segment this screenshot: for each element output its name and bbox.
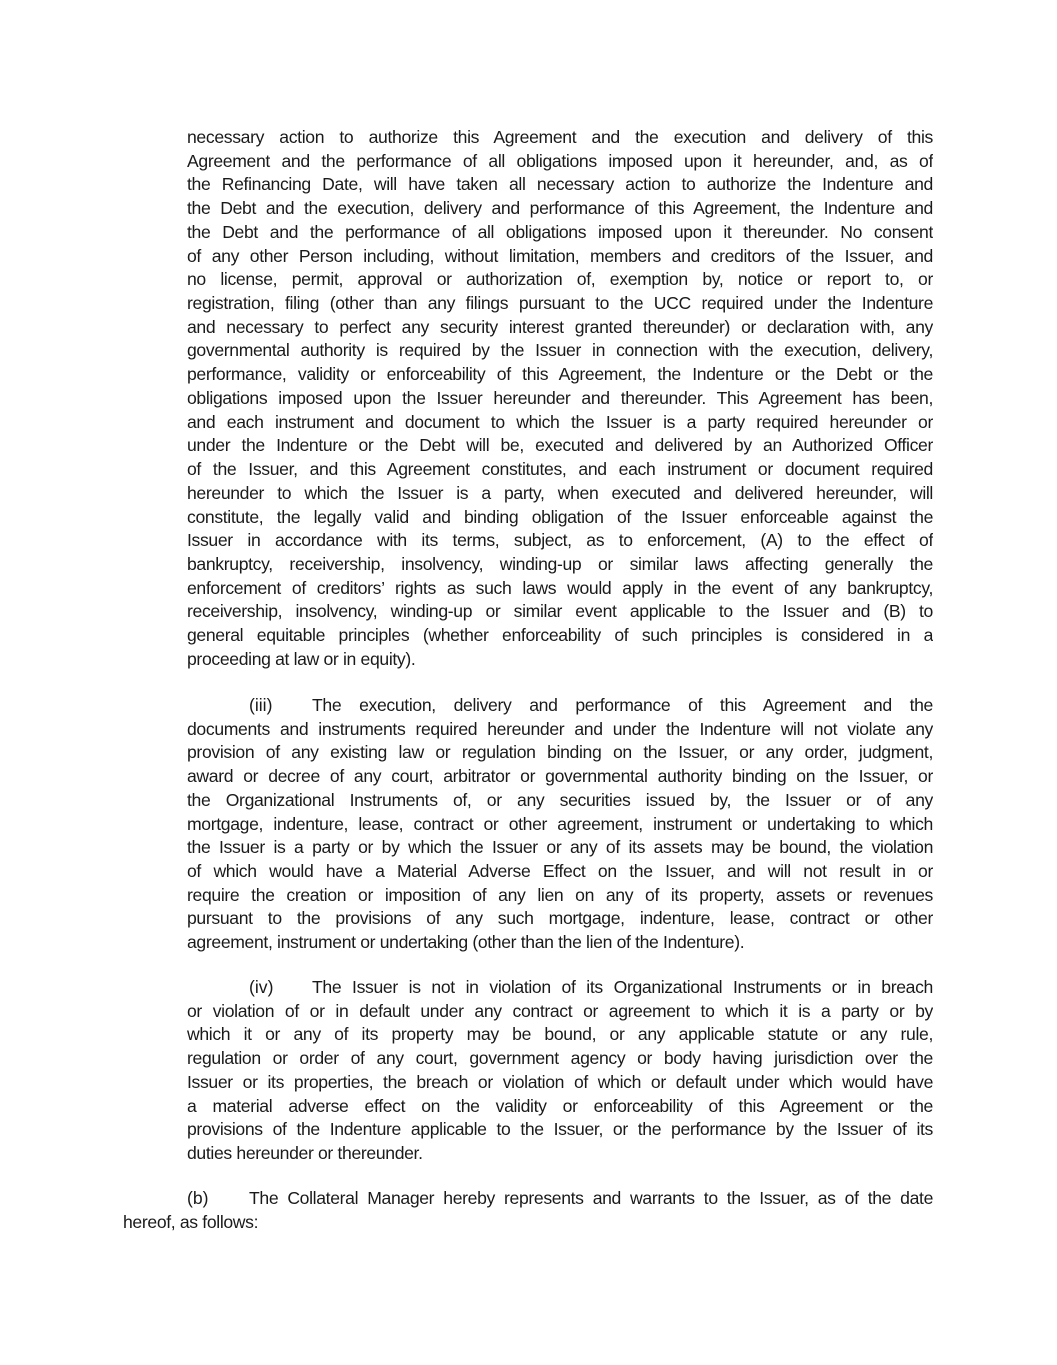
text-line: of which would have a Material Adverse Effect on the Issuer, and will not result in or — [187, 861, 933, 882]
text-line: a material adverse effect on the validity or enforceability of this Agreement or the — [187, 1095, 933, 1116]
text-line: The execution, delivery and performance of this Agreement and the — [312, 695, 933, 715]
text-line: or violation of or in default under any contract or agreement to which it is a party or by — [187, 1000, 933, 1021]
text-line: Agreement and the performance of all obligations imposed upon it hereunder, and, as of — [187, 150, 933, 171]
text-line: provision of any existing law or regulation binding on the Issuer, or any order, judgment, — [187, 742, 933, 763]
text-line: documents and instruments required hereunder and under the Indenture will not violate any — [187, 718, 933, 739]
text-line: The Collateral Manager hereby represents and warrants to the Issuer, as of the date — [249, 1188, 933, 1208]
text-line: duties hereunder or thereunder. — [187, 1143, 423, 1164]
text-line: general equitable principles (whether enforceability of such principles is considered in a — [187, 625, 933, 646]
text-line: constitute, the legally valid and binding obligation of the Issuer enforceable against the — [187, 506, 933, 527]
text-line: and necessary to perfect any security interest granted thereunder) or declaration with, any — [187, 316, 933, 337]
text-line: performance, validity or enforceability of this Agreement, the Indenture or the Debt or the — [187, 364, 933, 385]
clause-marker: (iii) — [249, 695, 273, 715]
text-line: bankruptcy, receivership, insolvency, winding-up or similar laws affecting generally the — [187, 553, 933, 574]
text-line: under the Indenture or the Debt will be, executed and delivered by an Authorized Officer — [187, 435, 933, 456]
text-line: the Issuer is a party or by which the Issuer or any of its assets may be bound, the violation — [187, 837, 933, 858]
text-line: the Debt and the execution, delivery and performance of this Agreement, the Indenture and — [187, 198, 933, 219]
text-line: registration, filing (other than any filings pursuant to the UCC required under the Indenture — [187, 293, 933, 314]
text-line: provisions of the Indenture applicable to the Issuer, or the performance by the Issuer of its — [187, 1119, 933, 1140]
text-line: Issuer in accordance with its terms, subject, as to enforcement, (A) to the effect of — [187, 530, 933, 551]
text-line: hereunder to which the Issuer is a party, when executed and delivered hereunder, will — [187, 482, 933, 503]
text-line: obligations imposed upon the Issuer hereunder and thereunder. This Agreement has been, — [187, 387, 933, 408]
text-line: award or decree of any court, arbitrator or governmental authority binding on the Issuer, or — [187, 766, 933, 787]
text-line: the Debt and the performance of all obligations imposed upon it thereunder. No consent — [187, 221, 933, 242]
text-line: of the Issuer, and this Agreement constitutes, and each instrument or document required — [187, 459, 933, 480]
text-line: require the creation or imposition of any lien on any of its property, assets or revenues — [187, 884, 933, 905]
text-line: and each instrument and document to which the Issuer is a party required hereunder or — [187, 411, 933, 432]
text-line: proceeding at law or in equity). — [187, 648, 416, 669]
text-line: of any other Person including, without limitation, members and creditors of the Issuer, and — [187, 245, 933, 266]
text-line: pursuant to the provisions of any such mortgage, indenture, lease, contract or other — [187, 908, 933, 929]
text-line: which it or any of its property may be bound, or any applicable statute or any rule, — [187, 1024, 933, 1045]
clause-marker: (iv) — [249, 977, 274, 997]
text-line: necessary action to authorize this Agreement and the execution and delivery of this — [187, 127, 933, 147]
clause-marker: (b) — [187, 1188, 209, 1208]
text-line: regulation or order of any court, government agency or body having jurisdiction over the — [187, 1048, 933, 1069]
text-line: mortgage, indenture, lease, contract or other agreement, instrument or undertaking to which — [187, 813, 933, 834]
text-line: hereof, as follows: — [123, 1211, 259, 1232]
text-line: the Refinancing Date, will have taken all necessary action to authorize the Indenture and — [187, 174, 933, 195]
text-line: no license, permit, approval or authorization of, exemption by, notice or report to, or — [187, 269, 933, 290]
text-line: receivership, insolvency, winding-up or similar event applicable to the Issuer and (B) to — [187, 601, 933, 622]
text-line: enforcement of creditors’ rights as such laws would apply in the event of any bankruptcy, — [187, 577, 933, 598]
text-line: Issuer or its properties, the breach or violation of which or default under which would have — [187, 1071, 933, 1092]
text-line: agreement, instrument or undertaking (other than the lien of the Indenture). — [187, 932, 745, 953]
text-line: the Organizational Instruments of, or any securities issued by, the Issuer or of any — [187, 789, 933, 810]
text-line: The Issuer is not in violation of its Organizational Instruments or in breach — [312, 977, 933, 997]
text-line: governmental authority is required by the Issuer in connection with the execution, delivery, — [187, 340, 933, 361]
